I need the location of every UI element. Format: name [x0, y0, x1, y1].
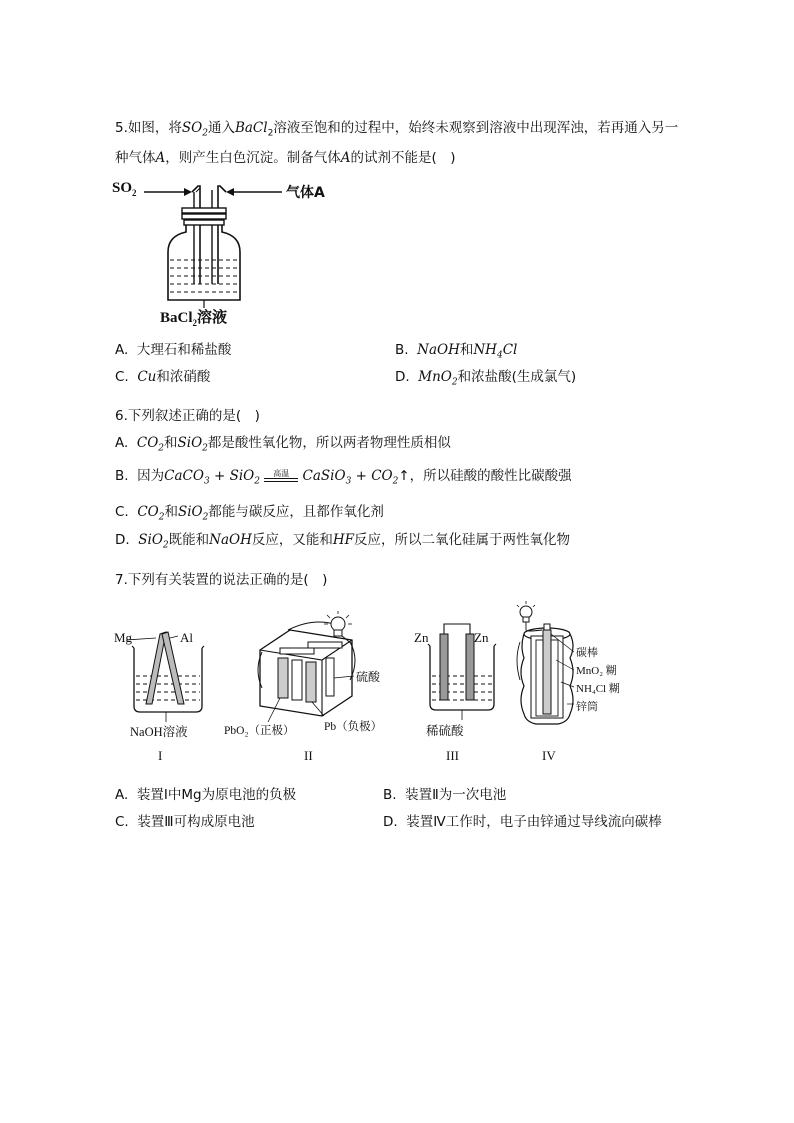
q5-option-a[interactable]: A. 大理石和稀盐酸: [115, 342, 232, 358]
device-3-number: III: [446, 748, 459, 763]
pb-negative-label: Pb（负极）: [324, 721, 383, 733]
q5-var: A: [155, 149, 166, 166]
mno2-paste-label: MnO₂ 糊: [576, 665, 617, 677]
q5-text: 种气体: [115, 149, 156, 166]
device-4-number: IV: [542, 748, 556, 763]
q5-formula-sub: 2: [202, 128, 208, 139]
q6-option-b[interactable]: B. 因为CaCO$_3$ + SiO$_2$ 高温 CaSiO$_3$ + $CO_2↑$，所以硅酸的酸性比碳酸强: [115, 468, 572, 487]
q5-text: 溶液至饱和的过程中，始终未观察到溶液中出现浑浊，若再通入另一: [273, 120, 679, 136]
q5-option-b[interactable]: B. NaOH和$NH_4Cl$: [395, 342, 518, 361]
device-2: [258, 611, 355, 722]
q7-option-d[interactable]: D. 装置Ⅳ工作时，电子由锌通过导线流向碳棒: [383, 814, 662, 830]
dilute-acid-label: 稀硫酸: [426, 724, 464, 738]
device-1-number: I: [158, 748, 163, 763]
question-7-stem: 7.下列有关装置的说法正确的是( ): [115, 572, 328, 588]
q6-option-c[interactable]: C. $CO_2$和SiO$_2$都能与碳反应，且都作氧化剂: [115, 504, 384, 523]
reaction-condition: 高温: [264, 470, 298, 482]
question-6-stem: 6.下列叙述正确的是( ): [115, 408, 260, 424]
device-2-number: II: [304, 748, 313, 763]
pbo2-positive-label: PbO₂（正极）: [224, 725, 295, 737]
q6-option-d[interactable]: D. SiO$_2$既能和NaOH反应，又能和HF反应，所以二氧化硅属于两性氧化物: [115, 532, 570, 551]
q5-text: ，则产生白色沉淀。制备气体: [165, 149, 341, 166]
question-5-stem: [115, 116, 695, 170]
carbon-rod-label: 碳棒: [576, 647, 598, 659]
zinc-can-label: 锌筒: [576, 701, 598, 713]
zn-left-label: Zn: [414, 630, 429, 645]
bacl2-solution-label: BaCl$_2$溶液: [160, 308, 228, 328]
q5-text: 5.如图，将: [115, 120, 182, 136]
q5-text: 通入: [207, 120, 235, 136]
q5-formula-sub: 2: [267, 128, 274, 139]
q5-option-d[interactable]: D. MnO$_2$和浓盐酸(生成氯气): [395, 369, 577, 388]
q5-option-c[interactable]: C. Cu和浓硝酸: [115, 369, 211, 385]
q7-option-b[interactable]: B. 装置Ⅱ为一次电池: [383, 787, 507, 803]
q7-option-c[interactable]: C. 装置Ⅲ可构成原电池: [115, 814, 255, 830]
q7-figures: [112, 600, 652, 770]
device-4: [517, 601, 574, 724]
q5-var: A: [340, 149, 351, 166]
q5-formula: BaCl: [234, 120, 268, 136]
q7-option-a[interactable]: A. 装置Ⅰ中Mg为原电池的负极: [115, 787, 297, 803]
gas-a-label: 气体A: [286, 185, 325, 201]
sulfuric-acid-label: 硫酸: [356, 670, 381, 684]
q5-text: 的试剂不能是( ): [350, 149, 456, 166]
so2-label: $SO_2$: [112, 180, 137, 198]
battery-devices-diagram: [112, 600, 652, 770]
q5-formula: SO: [181, 120, 203, 136]
mg-label: Mg: [114, 630, 133, 645]
al-label: Al: [180, 630, 193, 645]
q6-option-a[interactable]: A. $CO_2$和SiO$_2$都是酸性氧化物，所以两者物理性质相似: [115, 435, 451, 454]
naoh-solution-label: NaOH溶液: [130, 725, 188, 739]
nh4cl-paste-label: NH₄Cl 糊: [576, 683, 620, 695]
q5-figure: [112, 172, 325, 330]
zn-right-label: Zn: [474, 630, 489, 645]
